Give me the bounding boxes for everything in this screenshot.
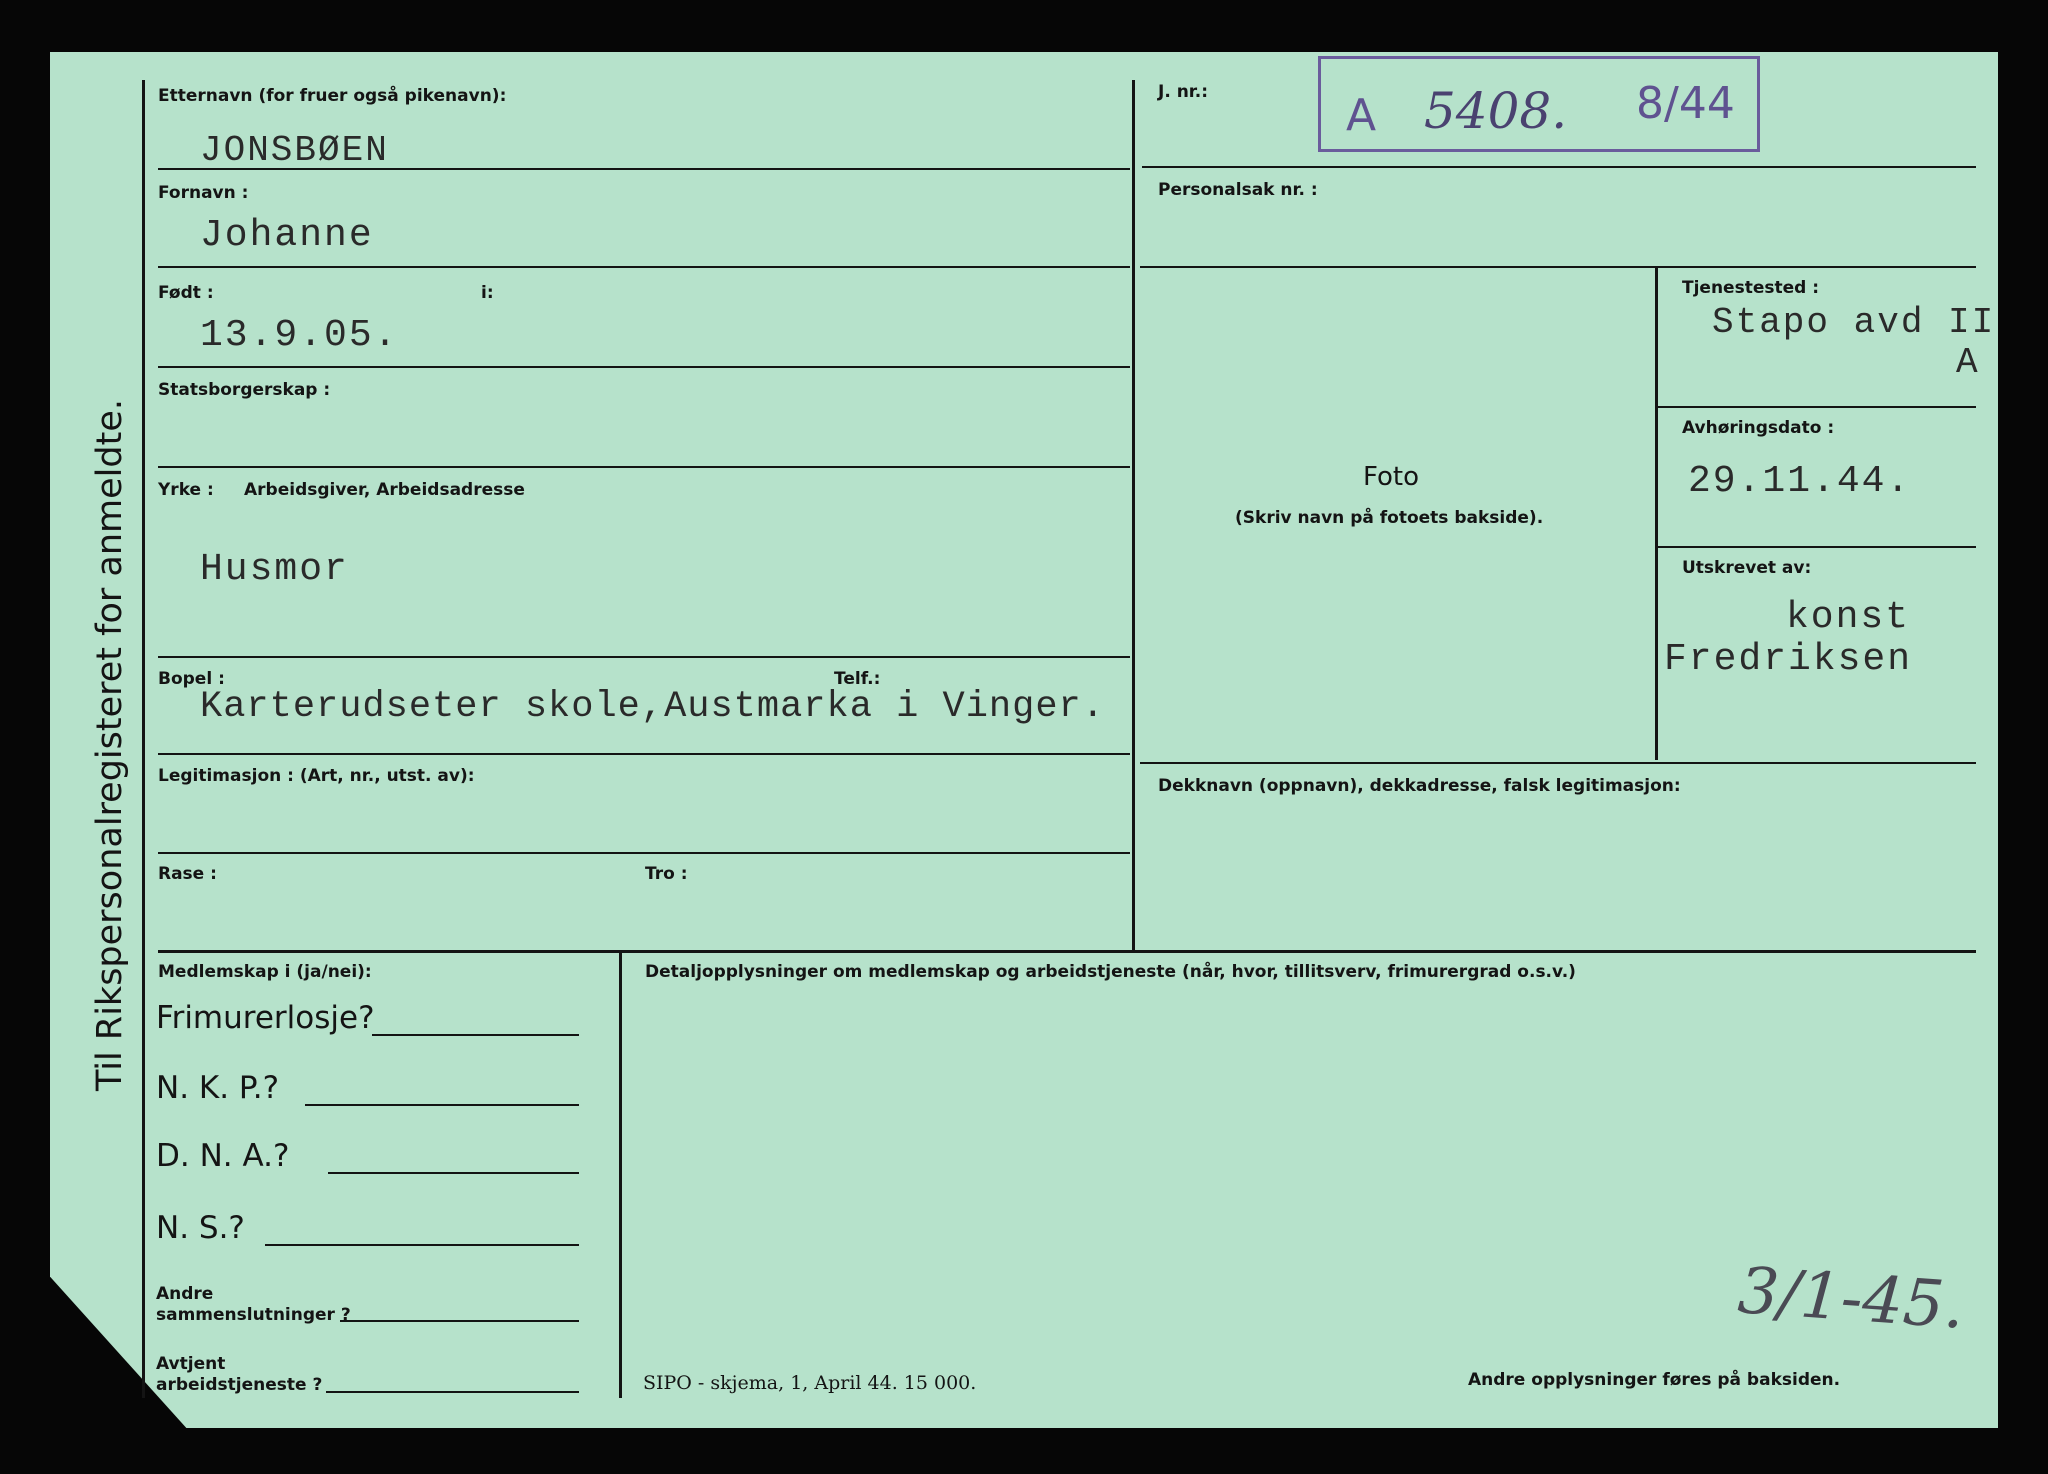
label-dna: D. N. A.? <box>156 1138 290 1174</box>
label-foto: Foto <box>1363 462 1420 492</box>
line-dna <box>328 1172 579 1174</box>
label-arbeidsgiver: Arbeidsgiver, Arbeidsadresse <box>244 480 525 500</box>
label-tjenestested: Tjenestested : <box>1682 278 1820 298</box>
value-utskrevet-2: Fredriksen <box>1664 638 1913 681</box>
line-foto <box>1140 762 1976 764</box>
line-avhoringsdato <box>1658 546 1976 548</box>
line-frimurer <box>372 1034 579 1036</box>
value-bopel: Karterudseter skole,Austmarka i Vinger. <box>200 686 1105 728</box>
stamp-number: 5408. <box>1424 82 1568 140</box>
line-legitimasjon <box>158 852 1130 854</box>
registration-card <box>50 52 1998 1428</box>
middle-divider <box>1132 80 1135 950</box>
label-avhoringsdato: Avhøringsdato : <box>1682 418 1835 438</box>
value-etternavn: JONSBØEN <box>200 130 389 171</box>
label-rase: Rase : <box>158 864 217 884</box>
label-fodt: Født : <box>158 283 214 303</box>
side-text: Til Rikspersonalregisteret for anmeldte. <box>90 399 130 1091</box>
label-bopel: Bopel : <box>158 669 225 689</box>
label-foto-note: (Skriv navn på fotoets bakside). <box>1235 508 1544 528</box>
line-tjenestested <box>1658 406 1976 408</box>
value-tjenestested-2: A <box>1956 342 1980 383</box>
value-avhoringsdato: 29.11.44. <box>1688 460 1912 503</box>
line-ns <box>265 1244 579 1246</box>
line-medlemskap-divider <box>619 953 622 1398</box>
label-ns: N. S.? <box>156 1210 245 1246</box>
value-fornavn: Johanne <box>200 214 374 257</box>
label-frimurer: Frimurerlosje? <box>156 1000 375 1036</box>
left-border <box>142 80 145 1398</box>
line-fodt <box>158 366 1130 368</box>
label-tro: Tro : <box>645 864 688 884</box>
label-personalsak: Personalsak nr. : <box>1158 180 1318 200</box>
form-id: SIPO - skjema, 1, April 44. 15 000. <box>643 1372 977 1394</box>
label-utskrevet: Utskrevet av: <box>1682 558 1812 578</box>
label-detaljer: Detaljopplysninger om medlemskap og arbeidstjeneste (når, hvor, tillitsverv, frimurergrad o.s.v.) <box>645 962 1576 982</box>
value-fodt: 13.9.05. <box>200 314 399 357</box>
label-i: i: <box>481 283 494 303</box>
line-yrke <box>158 656 1130 658</box>
stamp-letter: A <box>1346 90 1377 141</box>
value-tjenestested-1: Stapo avd II <box>1712 302 1996 343</box>
line-fornavn <box>158 266 1130 268</box>
label-statsborgerskap: Statsborgerskap : <box>158 380 331 400</box>
footer-note: Andre opplysninger føres på baksiden. <box>1468 1370 1841 1390</box>
line-jnr <box>1142 166 1976 168</box>
line-bopel <box>158 753 1130 755</box>
value-utskrevet-1: konst <box>1786 596 1911 639</box>
line-personalsak <box>1140 266 1976 268</box>
label-avtjent-2: arbeidstjeneste ? <box>156 1375 323 1395</box>
label-medlemskap: Medlemskap i (ja/nei): <box>158 962 372 982</box>
label-telf: Telf.: <box>834 669 881 689</box>
label-avtjent-1: Avtjent <box>156 1354 226 1374</box>
label-andre-2: sammenslutninger ? <box>156 1305 351 1325</box>
handwritten-date: 3/1-45. <box>1735 1254 1967 1344</box>
line-section <box>158 950 1976 953</box>
label-fornavn: Fornavn : <box>158 183 249 203</box>
line-nkp <box>305 1104 579 1106</box>
label-yrke: Yrke : <box>158 480 214 500</box>
line-tjenestested-divider <box>1655 268 1658 760</box>
line-andre <box>340 1320 579 1322</box>
label-dekknavn: Dekknavn (oppnavn), dekkadresse, falsk legitimasjon: <box>1158 776 1681 796</box>
line-statsborgerskap <box>158 466 1130 468</box>
label-legitimasjon: Legitimasjon : (Art, nr., utst. av): <box>158 766 475 786</box>
label-nkp: N. K. P.? <box>156 1070 280 1106</box>
line-avtjent <box>326 1391 579 1393</box>
label-jnr: J. nr.: <box>1158 82 1209 102</box>
label-andre-1: Andre <box>156 1284 214 1304</box>
label-etternavn: Etternavn (for fruer også pikenavn): <box>158 86 507 106</box>
stamp-suffix: 8/44 <box>1636 78 1735 129</box>
value-yrke: Husmor <box>200 548 349 591</box>
